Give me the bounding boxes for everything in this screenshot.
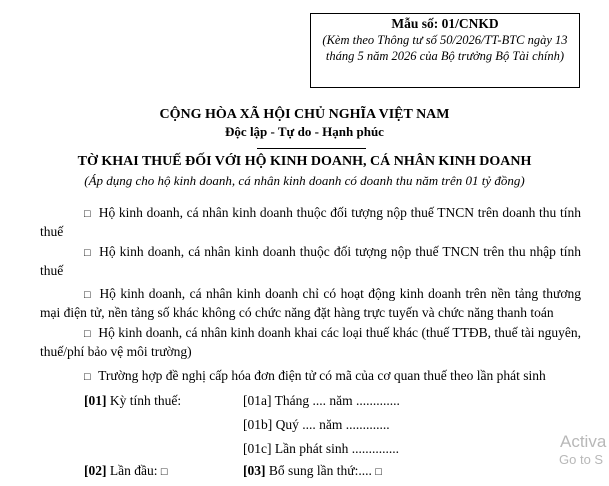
tax-period-occurrence[interactable]: [01c] Lần phát sinh ..............	[243, 441, 399, 456]
form-number: Mẫu số: 01/CNKD	[391, 16, 499, 31]
tax-period-quarterly[interactable]: [01b] Quý .... năm .............	[243, 417, 390, 432]
option-paragraph	[40, 204, 581, 241]
checkbox-icon[interactable]: □	[84, 371, 91, 383]
option-text: Trường hợp đề nghị cấp hóa đơn điện tử có mã của cơ quan thuế theo lần phát sinh	[98, 368, 546, 383]
document-subtitle: (Áp dụng cho hộ kinh doanh, cá nhân kinh doanh có doanh thu năm trên 01 tỷ đồng)	[84, 173, 525, 188]
first-time-field	[84, 462, 168, 481]
option-text: Hộ kinh doanh, cá nhân kinh doanh chỉ có hoạt động kinh doanh trên nền tảng thương mại điện tử, nền tảng số khác không có chức năng đặt hàng trực tuyến và chức năng thanh toán	[40, 286, 581, 320]
option-text: Hộ kinh doanh, cá nhân kinh doanh thuộc đối tượng nộp thuế TNCN trên doanh thu tính thuế	[40, 205, 581, 239]
country-name: CỘNG HÒA XÃ HỘI CHỦ NGHĨA VIỆT NAM	[159, 107, 450, 122]
watermark-line2: Go to S	[559, 452, 604, 467]
option-text: Hộ kinh doanh, cá nhân kinh doanh thuộc đối tượng nộp thuế TNCN trên thu nhập tính thuế	[40, 244, 581, 278]
first-time-label: Lần đầu:	[109, 463, 158, 478]
supplement-field	[243, 462, 382, 481]
supplement-checkbox-icon[interactable]: □	[375, 466, 382, 478]
option-paragraph	[40, 324, 581, 361]
first-time-checkbox-icon[interactable]: □	[160, 466, 168, 478]
tax-period-monthly[interactable]: [01a] Tháng .... năm .............	[243, 393, 400, 408]
national-motto: Độc lập - Tự do - Hạnh phúc	[225, 124, 384, 139]
supplement-code: [03]	[243, 463, 266, 478]
option-paragraph	[40, 367, 581, 386]
option-paragraph	[40, 243, 581, 280]
tax-period-text: Kỳ tính thuế:	[109, 393, 182, 408]
first-time-code: [02]	[84, 463, 107, 478]
checkbox-icon[interactable]: □	[84, 247, 91, 259]
checkbox-icon[interactable]: □	[84, 208, 91, 220]
form-reference: (Kèm theo Thông tư số 50/2026/TT-BTC ngày 13 tháng 5 năm 2026 của Bộ trưởng Bộ Tài chính)	[322, 33, 568, 63]
option-text: Hộ kinh doanh, cá nhân kinh doanh khai các loại thuế khác (thuế TTĐB, thuế tài nguyên, thuế/phí bảo vệ môi trường)	[40, 325, 582, 359]
supplement-label: Bổ sung lần thứ:....	[268, 463, 376, 478]
checkbox-icon[interactable]: □	[84, 328, 91, 340]
motto-underline	[257, 148, 366, 149]
document-title: TỜ KHAI THUẾ ĐỐI VỚI HỘ KINH DOANH, CÁ NHÂN KINH DOANH	[77, 154, 532, 169]
option-paragraph	[40, 285, 581, 322]
checkbox-icon[interactable]: □	[84, 289, 91, 301]
tax-period-label	[84, 392, 181, 410]
tax-period-code: [01]	[84, 393, 107, 408]
form-number-box	[310, 13, 580, 88]
activation-watermark	[560, 432, 606, 468]
watermark-line1: Activa	[560, 432, 607, 451]
